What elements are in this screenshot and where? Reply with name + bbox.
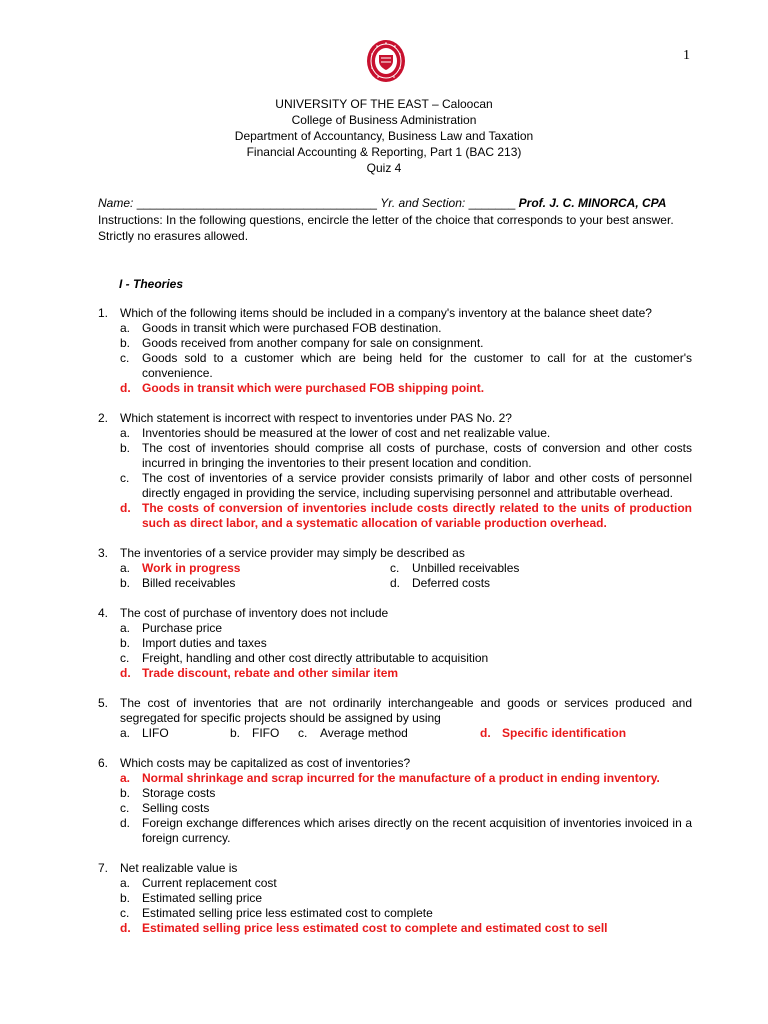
choice-text: The costs of conversion of inventories include costs directly related to the units of production such as direct labor, and a systematic allocation of variable production overhead. <box>142 501 692 530</box>
choice-c[interactable] <box>120 651 692 666</box>
question-number: 7. <box>98 861 109 875</box>
choice-text: Specific identification <box>502 726 627 740</box>
choice-b[interactable] <box>120 891 692 906</box>
name-blank: ____________________________________ <box>136 196 377 210</box>
choice-letter: b. <box>120 636 131 650</box>
choice-text: Freight, handling and other cost directly attributable to acquisition <box>142 651 489 665</box>
choice-text: Current replacement cost <box>142 876 277 890</box>
choice-letter: c. <box>120 906 130 920</box>
university-name: UNIVERSITY OF THE EAST – Caloocan <box>275 97 493 111</box>
choice-b[interactable] <box>230 726 298 741</box>
choice-d-answer[interactable] <box>120 921 692 936</box>
quiz-title: Quiz 4 <box>366 161 402 175</box>
choice-text: Goods in transit which were purchased FOB destination. <box>142 321 442 335</box>
choice-letter: c. <box>120 351 130 365</box>
choice-letter: d. <box>120 501 131 515</box>
choice-letter: a. <box>120 621 131 635</box>
choice-letter: d. <box>120 921 131 935</box>
choice-d[interactable] <box>120 816 692 846</box>
choice-text: Trade discount, rebate and other similar item <box>142 666 399 680</box>
choice-text: LIFO <box>142 726 169 740</box>
choice-c[interactable] <box>298 726 480 741</box>
choice-letter: d. <box>120 381 131 395</box>
question-text: Which costs may be capitalized as cost of inventories? <box>120 756 411 770</box>
question-number: 3. <box>98 546 109 560</box>
choice-a[interactable] <box>120 321 692 336</box>
choice-letter: b. <box>120 891 131 905</box>
choice-letter: b. <box>120 576 131 590</box>
question-4 <box>98 606 692 681</box>
question-text: Which statement is incorrect with respect to inventories under PAS No. 2? <box>120 411 512 425</box>
choice-a[interactable] <box>120 726 230 741</box>
choice-letter: b. <box>120 336 131 350</box>
choice-letter: c. <box>120 471 130 485</box>
question-list <box>98 306 692 951</box>
choice-text: Normal shrinkage and scrap incurred for the manufacture of a product in ending inventory. <box>142 771 660 785</box>
question-text: Net realizable value is <box>120 861 238 875</box>
choice-text: Billed receivables <box>142 576 236 590</box>
choice-text: Goods received from another company for sale on consignment. <box>142 336 484 350</box>
choice-b[interactable] <box>120 786 692 801</box>
choice-letter: a. <box>120 321 131 335</box>
choice-b[interactable] <box>120 441 692 471</box>
choice-text: Estimated selling price less estimated cost to complete and estimated cost to sell <box>142 921 608 935</box>
question-number: 5. <box>98 696 109 710</box>
choice-letter: a. <box>120 876 131 890</box>
instructions: Instructions: In the following questions, encircle the letter of the choice that corresponds to your best answer. Strictly no erasures allowed. <box>98 213 674 243</box>
choice-letter: c. <box>298 726 308 740</box>
section-label: Yr. and Section: <box>380 196 466 210</box>
question-number: 6. <box>98 756 109 770</box>
choice-text: Estimated selling price <box>142 891 263 905</box>
name-label: Name: <box>98 196 134 210</box>
choice-letter: c. <box>390 561 400 575</box>
choice-text: Deferred costs <box>412 576 491 590</box>
choice-b[interactable] <box>120 576 390 591</box>
choice-letter: a. <box>120 561 131 575</box>
choice-c[interactable] <box>120 801 692 816</box>
choice-text: Storage costs <box>142 786 216 800</box>
choice-letter: d. <box>120 816 131 830</box>
choice-a-answer[interactable] <box>120 771 692 786</box>
choice-d[interactable] <box>390 576 660 591</box>
college-name: College of Business Administration <box>291 113 477 127</box>
question-text: The cost of purchase of inventory does not include <box>120 606 389 620</box>
choice-b[interactable] <box>120 636 692 651</box>
choice-letter: b. <box>230 726 241 740</box>
question-number: 2. <box>98 411 109 425</box>
professor-name: Prof. J. C. MINORCA, CPA <box>518 196 667 210</box>
question-text: The cost of inventories that are not ordinarily interchangeable and goods or services produced and segregated for specific projects should be assigned by using <box>120 696 692 725</box>
choice-text: Inventories should be measured at the lower of cost and net realizable value. <box>142 426 551 440</box>
choice-letter: a. <box>120 771 131 785</box>
choice-d-answer[interactable] <box>480 726 626 741</box>
question-number: 4. <box>98 606 109 620</box>
choice-text: Work in progress <box>142 561 241 575</box>
choice-letter: a. <box>120 426 131 440</box>
choice-b[interactable] <box>120 336 692 351</box>
choice-a[interactable] <box>120 621 692 636</box>
choice-text: FIFO <box>252 726 280 740</box>
section-blank: _______ <box>468 196 516 210</box>
question-7 <box>98 861 692 936</box>
choice-letter: c. <box>120 651 130 665</box>
choice-text: Average method <box>320 726 408 740</box>
question-text: Which of the following items should be included in a company's inventory at the balance sheet date? <box>120 306 652 320</box>
choice-letter: d. <box>120 666 131 680</box>
choice-letter: d. <box>480 726 491 740</box>
department-name: Department of Accountancy, Business Law and Taxation <box>234 129 534 143</box>
question-2 <box>98 411 692 531</box>
question-number: 1. <box>98 306 109 320</box>
choice-text: Unbilled receivables <box>412 561 520 575</box>
choice-text: Import duties and taxes <box>142 636 267 650</box>
choice-c[interactable] <box>120 906 692 921</box>
choice-letter: c. <box>120 801 130 815</box>
university-seal-logo <box>366 39 406 83</box>
choice-a[interactable] <box>120 876 692 891</box>
course-name: Financial Accounting & Reporting, Part 1 (BAC 213) <box>246 145 522 159</box>
choice-d-answer[interactable] <box>120 381 692 396</box>
choice-a-answer[interactable] <box>120 561 390 576</box>
choice-c[interactable] <box>120 351 692 381</box>
choice-text: Purchase price <box>142 621 223 635</box>
question-5 <box>98 696 692 741</box>
question-1 <box>98 306 692 396</box>
choice-a[interactable] <box>120 426 692 441</box>
question-text: The inventories of a service provider may simply be described as <box>120 546 465 560</box>
page-number: 1 <box>683 48 690 63</box>
section-title: I - Theories <box>119 277 184 291</box>
question-6 <box>98 756 692 846</box>
choice-text: Goods in transit which were purchased FOB shipping point. <box>142 381 485 395</box>
choice-text: Estimated selling price less estimated cost to complete <box>142 906 433 920</box>
question-3 <box>98 546 692 591</box>
choice-letter: b. <box>120 441 131 455</box>
choice-text: Goods sold to a customer which are being held for the customer to call for at the customer's convenience. <box>142 351 692 380</box>
choice-c[interactable] <box>120 471 692 501</box>
choice-d-answer[interactable] <box>120 666 692 681</box>
choice-d-answer[interactable] <box>120 501 692 531</box>
choice-letter: b. <box>120 786 131 800</box>
choice-text: Foreign exchange differences which arises directly on the recent acquisition of inventories invoiced in a foreign currency. <box>142 816 692 845</box>
choice-text: Selling costs <box>142 801 210 815</box>
choice-text: The cost of inventories of a service provider consists primarily of labor and other costs of personnel directly engaged in providing the service, including supervising personnel and attributable overhead. <box>142 471 692 500</box>
name-row <box>98 196 666 210</box>
choice-text: The cost of inventories should comprise all costs of purchase, costs of conversion and other costs incurred in bringing the inventories to their present location and condition. <box>142 441 692 470</box>
document-header <box>0 96 768 176</box>
choice-letter: a. <box>120 726 131 740</box>
choice-letter: d. <box>390 576 401 590</box>
choice-c[interactable] <box>390 561 660 576</box>
